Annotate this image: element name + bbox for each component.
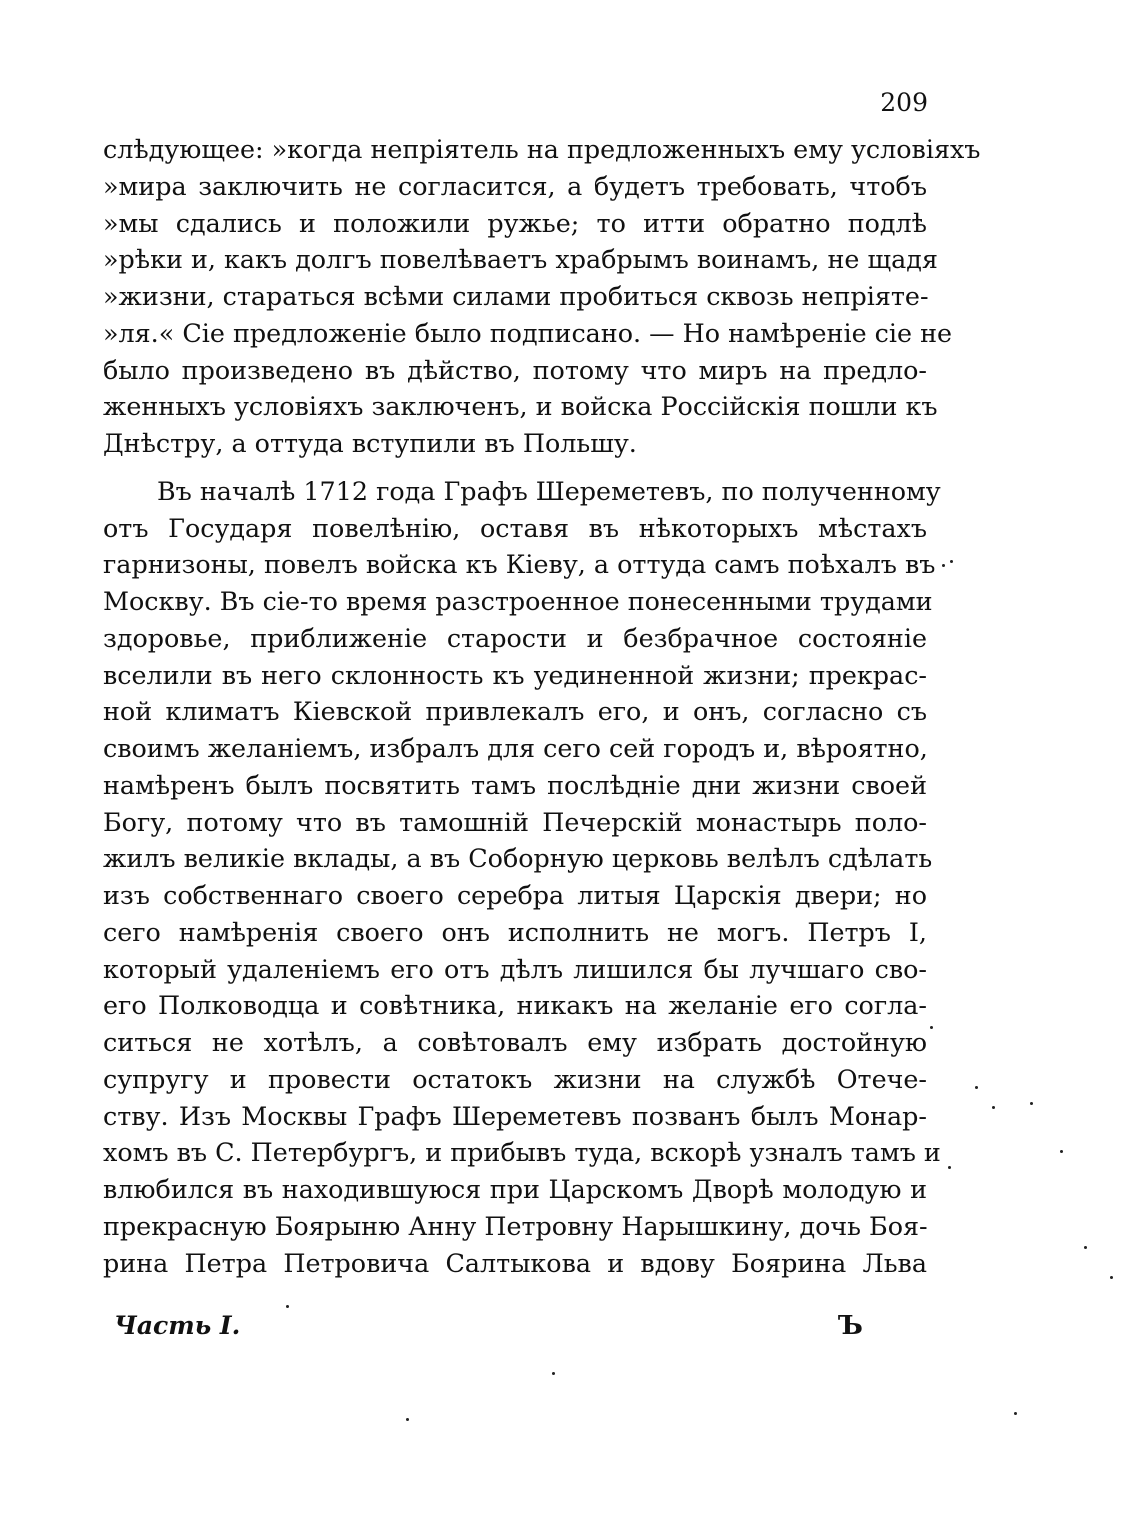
text-line: который удаленіемъ его отъ дѣлъ лишился бы лучшаго сво- <box>103 953 927 984</box>
text-line: »жизни, стараться всѣми силами пробиться сквозь непріяте- <box>103 281 929 311</box>
text-line: своимъ желаніемъ, избралъ для сего сей городъ и, вѣроятно, <box>103 733 928 763</box>
text-line: ству. Изъ Москвы Графъ Шереметевъ позванъ былъ Монар- <box>103 1100 927 1131</box>
part-label: Часть I. <box>114 1311 241 1340</box>
paragraph-1 <box>103 131 981 462</box>
scan-speck <box>992 1106 995 1109</box>
text-line: Въ началѣ 1712 года Графъ Шереметевъ, по полученному <box>157 475 941 506</box>
body-text <box>103 131 981 1281</box>
page-number: 209 <box>880 88 928 117</box>
text-line: рина Петра Петровича Салтыкова и вдову Боярина Льва <box>103 1247 927 1278</box>
text-line: »рѣки и, какъ долгъ повелѣваетъ храбрымъ воинамъ, не щадя <box>103 244 938 275</box>
scan-speck <box>286 1305 289 1308</box>
scan-speck <box>975 1086 978 1089</box>
scan-speck <box>930 1026 933 1029</box>
scan-speck <box>1060 1150 1063 1153</box>
text-line: »мы сдались и положили ружье; то итти обратно подлѣ <box>103 207 927 238</box>
text-line: ситься не хотѣлъ, а совѣтовалъ ему избрать достойную <box>103 1027 927 1057</box>
text-line: вселили въ него склонность къ уединенной жизни; прекрас- <box>103 659 927 690</box>
text-line: ной климатъ Кіевской привлекалъ его, и онъ, согласно съ <box>103 696 927 727</box>
text-line: »ля.« Сіе предложеніе было подписано. — Но намѣреніе сіе не <box>103 317 953 348</box>
text-line: намѣренъ былъ посвятить тамъ послѣдніе дни жизни своей <box>103 769 927 800</box>
scan-speck <box>1014 1412 1017 1415</box>
text-line: жилъ великіе вклады, а въ Соборную церковь велѣлъ сдѣлать <box>103 843 933 874</box>
scan-speck <box>942 564 945 567</box>
scan-speck <box>950 560 953 563</box>
text-line: было произведено въ дѣйство, потому что миръ на предло- <box>103 354 927 385</box>
paragraph-2 <box>103 473 941 1282</box>
scan-speck <box>1110 1276 1113 1279</box>
text-line: прекрасную Боярыню Анну Петровну Нарышкину, дочь Боя- <box>103 1210 928 1241</box>
scan-speck <box>1084 1246 1087 1249</box>
text-line: здоровье, приближеніе старости и безбрачное состояніе <box>103 622 927 653</box>
text-line: слѣдующее: »когда непріятель на предложенныхъ ему условіяхъ <box>103 134 981 164</box>
text-line: изъ собственнаго своего серебра литыя Царскія двери; но <box>103 880 927 910</box>
scan-speck <box>1030 1102 1033 1105</box>
text-line: Богу, потому что въ тамошній Печерскій монастырь поло- <box>103 806 927 837</box>
text-line: влюбился въ находившуюся при Царскомъ Дворѣ молодую и <box>103 1174 927 1204</box>
text-line: женныхъ условіяхъ заключенъ, и войска Россійскія пошли къ <box>103 391 938 422</box>
text-line: хомъ въ С. Петербургъ, и прибывъ туда, вскорѣ узналъ тамъ и <box>103 1137 941 1168</box>
text-line: отъ Государя повелѣнію, оставя въ нѣкоторыхъ мѣстахъ <box>103 512 927 543</box>
text-line: Днѣстру, а оттуда вступили въ Польшу. <box>103 428 637 458</box>
signature-mark: Ъ <box>838 1311 863 1341</box>
text-line: супругу и провести остатокъ жизни на службѣ Отече- <box>103 1063 927 1094</box>
text-line: Москву. Въ сіе-то время разстроенное понесенными трудами <box>103 586 933 616</box>
text-line: его Полководца и совѣтника, никакъ на желаніе его согла- <box>103 990 927 1021</box>
text-line: »мира заключить не согласится, а будетъ требовать, чтобъ <box>103 170 927 201</box>
scan-speck <box>406 1418 409 1421</box>
text-line: сего намѣренія своего онъ исполнить не могъ. Петръ I, <box>103 916 927 947</box>
scan-speck <box>552 1372 555 1375</box>
scan-speck <box>948 1166 951 1169</box>
text-line: гарнизоны, повелъ войска къ Кіеву, а оттуда самъ поѣхалъ въ <box>103 549 936 580</box>
